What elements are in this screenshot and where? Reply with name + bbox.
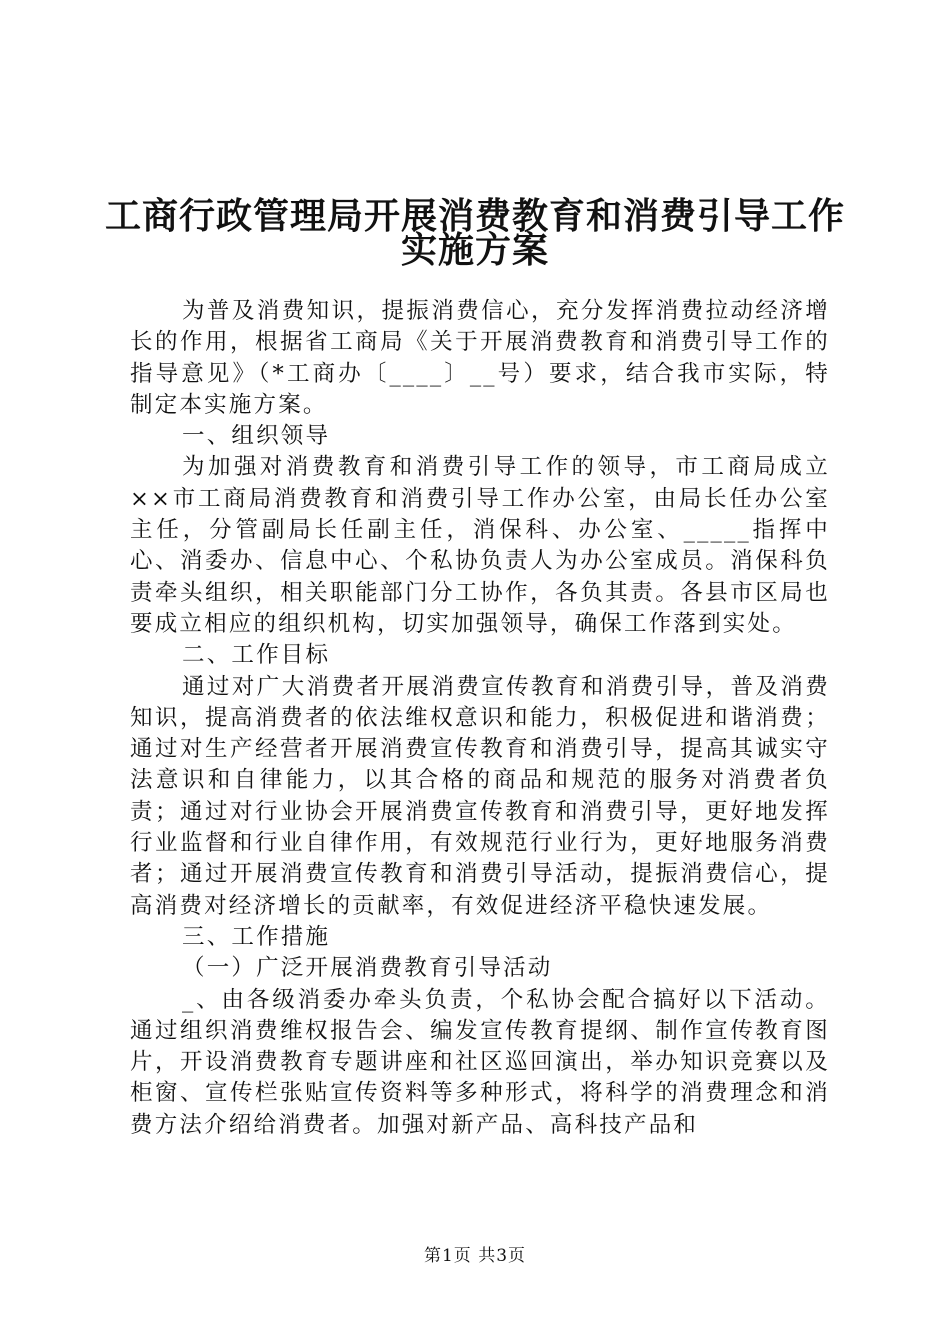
paragraph-goals: 通过对广大消费者开展消费宣传教育和消费引导，普及消费知识，提高消费者的依法维权意识和能力，积极促进和谐消费；通过对生产经营者开展消费宣传教育和消费引导，提高其诚实守法意识和自律能力，以其合格的商品和规范的服务对消费者负责；通过对行业协会开展消费宣传教育和消费引导，更好地发挥行业监督和行业自律作用，有效规范行业行为，更好地服务消费者；通过开展消费宣传教育和消费引导活动，提振消费信心，提高消费对经济增长的贡献率，有效促进经济平稳快速发展。 — [130, 673, 830, 919]
section-heading-measures: 三、工作措施 — [182, 923, 331, 950]
page-footer: 第1页 共3页 — [423, 1246, 527, 1266]
subsection-heading-activities: （一）广泛开展消费教育引导活动 — [182, 955, 553, 982]
section-heading-organization: 一、组织领导 — [182, 423, 331, 450]
paragraph-activities: _、由各级消委办牵头负责，个私协会配合搞好以下活动。通过组织消费维权报告会、编发宣传教育提纲、制作宣传教育图片，开设消费教育专题讲座和社区巡回演出，举办知识竞赛以及柜窗、宣传栏张贴宣传资料等多种形式，将科学的消费理念和消费方法介绍给消费者。加强对新产品、高科技产品和 — [130, 986, 830, 1138]
section-heading-goals: 二、工作目标 — [182, 642, 331, 669]
document-title-line2: 实施方案 — [400, 229, 549, 271]
paragraph-intro: 为普及消费知识，提振消费信心，充分发挥消费拉动经济增长的作用，根据省工商局《关于开展消费教育和消费引导工作的指导意见》（*工商办〔____〕__号）要求，结合我市实际，特制定本实施方案。 — [130, 298, 830, 418]
document-title-line1: 工商行政管理局开展消费教育和消费引导工作 — [104, 195, 845, 237]
document-body — [130, 296, 830, 1141]
paragraph-organization: 为加强对消费教育和消费引导工作的领导，市工商局成立××市工商局消费教育和消费引导工作办公室，由局长任办公室主任，分管副局长任副主任，消保科、办公室、_____指挥中心、消委办、信息中心、个私协负责人为办公室成员。消保科负责牵头组织，相关职能部门分工协作，各负其责。各县市区局也要成立相应的组织机构，切实加强领导，确保工作落到实处。 — [130, 454, 830, 637]
